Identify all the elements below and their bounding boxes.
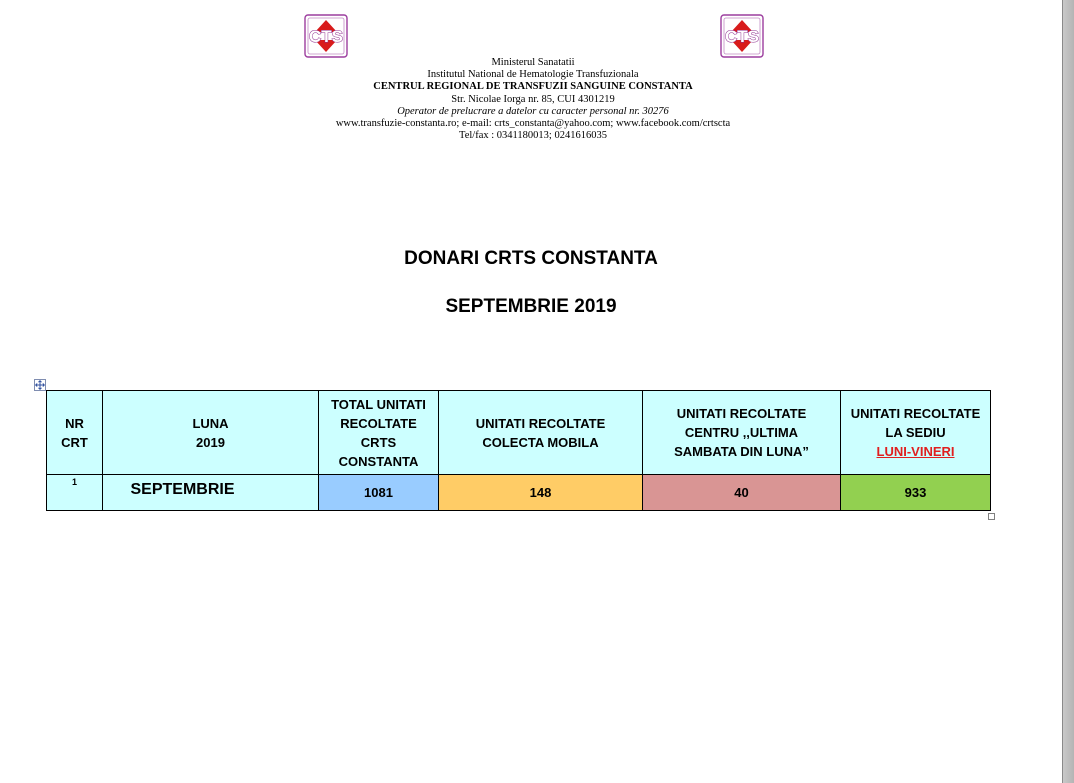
- header-nr-crt: [47, 391, 103, 475]
- cell-nr: 1: [47, 475, 103, 511]
- cell-ultima-sambata: 40: [643, 475, 841, 511]
- header-samb-line1: UNITATI RECOLTATE: [676, 406, 807, 421]
- header-total-line4: CONSTANTA: [338, 453, 419, 469]
- address-line: Str. Nicolae Iorga nr. 85, CUI 4301219: [451, 93, 615, 105]
- cell-month: [103, 475, 319, 511]
- cell-colecta-mobila: 148: [439, 475, 643, 511]
- table-row: [47, 475, 991, 511]
- logo-icon: [720, 14, 764, 58]
- document-title: DONARI CRTS CONSTANTA: [404, 248, 658, 269]
- move-arrows-icon: [35, 380, 45, 390]
- center-line: CENTRUL REGIONAL DE TRANSFUZII SANGUINE CONSTANTA: [373, 81, 693, 93]
- document-subtitle: SEPTEMBRIE 2019: [445, 296, 617, 317]
- header-sediu-line1: UNITATI RECOLTATE: [850, 406, 981, 421]
- svg-text:CTS: CTS: [309, 27, 343, 46]
- header-total: [319, 391, 439, 475]
- header-sediu-line2: LA SEDIU: [885, 425, 946, 440]
- document-background-edge: [1063, 0, 1074, 783]
- cell-total: 1081: [319, 475, 439, 511]
- header-samb-line2: CENTRU ,,ULTIMA: [684, 425, 799, 440]
- operator-line: Operator de prelucrare a datelor cu caracter personal nr. 30276: [397, 105, 669, 117]
- header-la-sediu: [841, 391, 991, 475]
- header-luna-year: 2019: [196, 434, 225, 450]
- header-luna-label: LUNA: [192, 415, 229, 431]
- donations-table: [46, 390, 991, 511]
- table-resize-handle[interactable]: [988, 513, 995, 520]
- letterhead: [200, 57, 866, 142]
- table-move-handle[interactable]: [34, 379, 46, 391]
- header-colecta-mobila: [439, 391, 643, 475]
- header-mobil-line1: UNITATI RECOLTATE: [475, 415, 606, 431]
- phone-line: Tel/fax : 0341180013; 0241616035: [459, 130, 607, 142]
- crts-logo-right: [720, 14, 764, 58]
- header-total-line1: TOTAL UNITATI: [331, 396, 426, 412]
- cell-la-sediu: 933: [841, 475, 991, 511]
- ministry-line: Ministerul Sanatatii: [491, 57, 575, 68]
- header-sediu-luni-vineri: LUNI-VINERI: [876, 444, 955, 459]
- header-ultima-sambata: [643, 391, 841, 475]
- header-crt: CRT: [61, 434, 88, 450]
- header-nr: NR: [65, 415, 84, 431]
- institute-line: Institutul National de Hematologie Transfuzionala: [427, 69, 639, 81]
- crts-logo-left: [304, 14, 348, 58]
- web-line: www.transfuzie-constanta.ro; e-mail: crts_constanta@yahoo.com; www.facebook.com/crtscta: [335, 118, 731, 130]
- logo-icon: [304, 14, 348, 58]
- header-mobil-line2: COLECTA MOBILA: [482, 434, 599, 450]
- header-total-line2: RECOLTATE: [340, 415, 417, 431]
- cell-month-text: SEPTEMBRIE: [130, 481, 235, 498]
- header-total-line3: CRTS: [360, 434, 397, 450]
- svg-text:CTS: CTS: [725, 27, 759, 46]
- header-luna: [103, 391, 319, 475]
- table-header-row: [47, 391, 991, 475]
- header-samb-line3: SAMBATA DIN LUNA”: [674, 444, 809, 459]
